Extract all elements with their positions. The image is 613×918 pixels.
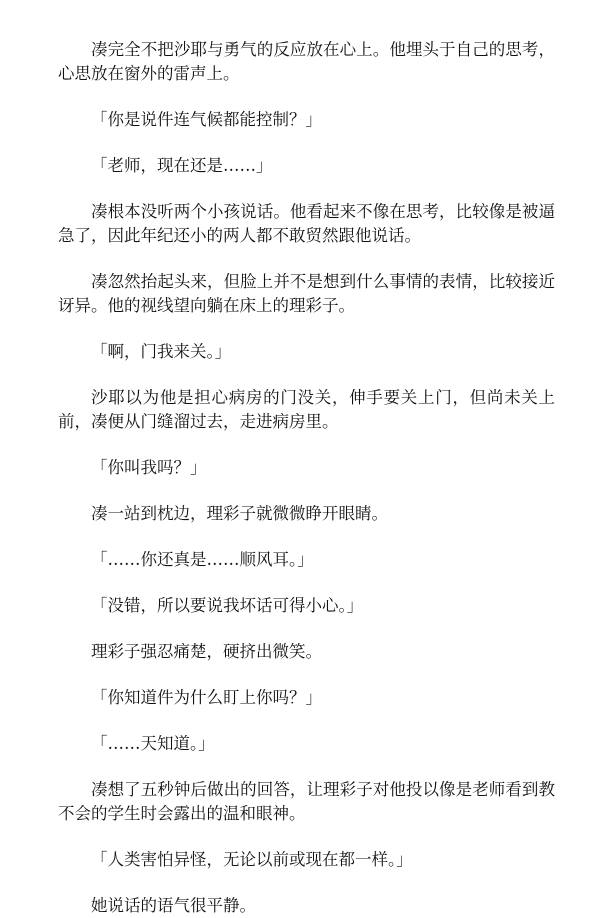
dialog-line-8: 「……天知道。」 bbox=[91, 734, 215, 753]
paragraph-6: 理彩子强忍痛楚，硬挤出微笑。 bbox=[91, 642, 322, 661]
paragraph-1: 凑完全不把沙耶与勇气的反应放在心上。他埋头于自己的思考，心思放在窗外的雷声上。 bbox=[58, 40, 555, 83]
dialog-line-4: 「你叫我吗？」 bbox=[91, 458, 207, 477]
paragraph-7: 凑想了五秒钟后做出的回答，让理彩子对他投以像是老师看到教不会的学生时会露出的温和眼神。 bbox=[58, 780, 555, 823]
dialog-line-5: 「……你还真是……顺风耳。」 bbox=[91, 550, 314, 569]
paragraph-3: 凑忽然抬起头来，但脸上并不是想到什么事情的表情，比较接近讶异。他的视线望向躺在床上的理彩子。 bbox=[58, 272, 555, 315]
dialog-line-3: 「啊，门我来关。」 bbox=[91, 342, 232, 361]
dialog-line-9: 「人类害怕异怪，无论以前或现在都一样。」 bbox=[91, 850, 413, 869]
paragraph-5: 凑一站到枕边，理彩子就微微睁开眼睛。 bbox=[91, 504, 388, 523]
dialog-line-1: 「你是说件连气候都能控制？」 bbox=[91, 110, 322, 129]
dialog-line-7: 「你知道件为什么盯上你吗？」 bbox=[91, 688, 322, 707]
paragraph-4: 沙耶以为他是担心病房的门没关，伸手要关上门，但尚未关上前，凑便从门缝溜过去，走进病房里。 bbox=[58, 388, 555, 431]
paragraph-8: 她说话的语气很平静。 bbox=[91, 896, 256, 915]
paragraph-2: 凑根本没听两个小孩说话。他看起来不像在思考，比较像是被逼急了，因此年纪还小的两人都不敢贸然跟他说话。 bbox=[58, 202, 555, 245]
dialog-line-6: 「没错，所以要说我坏话可得小心。」 bbox=[91, 596, 364, 615]
dialog-line-2: 「老师，现在还是……」 bbox=[91, 156, 273, 175]
